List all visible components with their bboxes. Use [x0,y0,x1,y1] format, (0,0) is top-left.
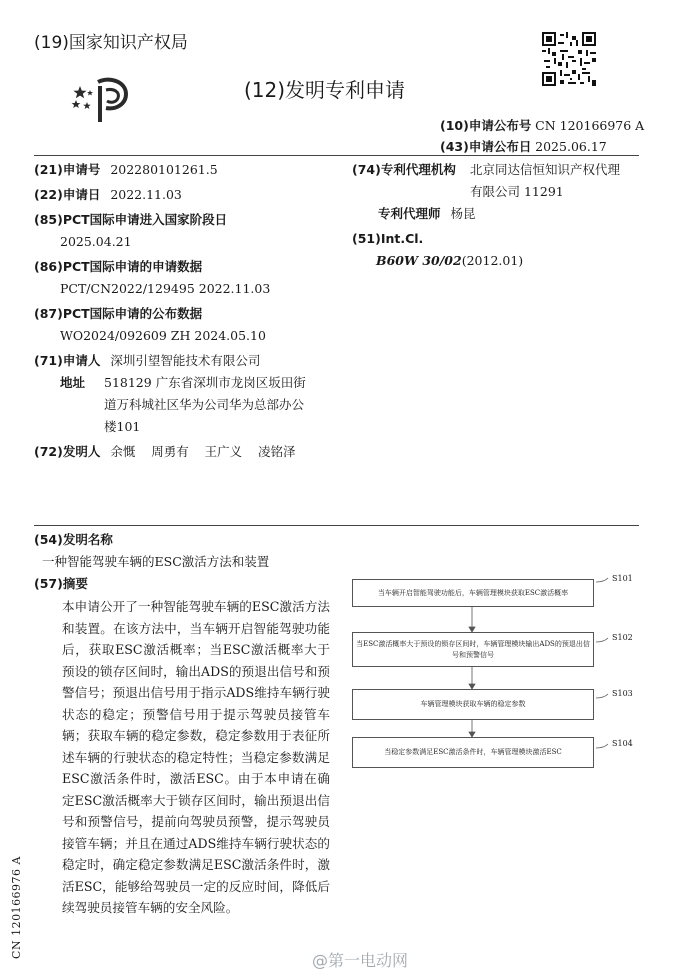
publication-number-value: CN 120166976 A [535,118,645,133]
cnipa-logo [70,72,136,124]
flow-step-label: S102 [612,633,633,642]
address-line: 道万科城社区华为公司华为总部办公 [104,397,305,412]
mid-divider [34,525,639,526]
flow-step-box: 车辆管理模块获取车辆的稳定参数 [352,689,594,720]
application-date [34,184,344,206]
invention-title [34,529,354,595]
patent-office-name: (19)国家知识产权局 [34,33,188,53]
abstract-text: 本申请公开了一种智能驾驶车辆的ESC激活方法和装置。在该方法中，当车辆开启智能驾驶功能后，获取ESC激活概率；当ESC激活概率大于预设的锁存区间时，输出ADS的预退出信号和预警信号；预退出信号用于指示ADS维持车辆行驶状态的稳定；预警信号用于提示驾驶员接管车辆；获取车辆的稳定参数，稳定参数用于表征所述车辆的行驶状态的稳定特性；当稳定参数满足ESC激活条件时，激活ESC。由于本申请在确定ESC激活概率大于锁存区间时，输出预退出信号和预警信号，提前向驾驶员预警，提示驾驶员接管车辆；并且在通过ADS维持车辆行驶状态的稳定时，确定稳定参数满足ESC激活条件时，激活ESC，能够给驾驶员一定的反应时间，降低后续驾驶员接管车辆的安全风险。 [62,599,330,915]
int-cl-value [376,250,652,272]
publication-date-label: (43)申请公布日 [440,139,532,154]
flow-step-label: S103 [612,689,633,698]
int-cl [352,228,652,272]
watermark: @第一电动网 [312,951,409,970]
pct-application-label: (86)PCT国际申请的申请数据 [34,259,203,274]
publication-date-value: 2025.06.17 [535,139,607,154]
application-number [34,159,344,181]
int-cl-code: B60W 30/02 [376,253,462,268]
pct-publication-value: WO2024/092609 ZH 2024.05.10 [60,328,266,343]
address-value [104,372,306,438]
address-label: 地址 [60,375,86,390]
patent-agent-value: 杨昆 [450,206,476,221]
int-cl-label: (51)Int.Cl. [352,231,424,246]
address-line: 518129 广东省深圳市龙岗区坂田街 [104,375,306,390]
abstract-label: (57)摘要 [34,576,88,591]
flow-step-label: S104 [612,739,633,748]
applicant-value: 深圳引望智能技术有限公司 [110,353,261,368]
patent-agency-line: 有限公司 11291 [470,184,564,199]
application-date-value: 2022.11.03 [110,187,182,202]
pct-publication [34,303,344,347]
address [34,372,344,438]
pct-application [34,256,344,300]
invention-title-label: (54)发明名称 [34,532,113,547]
applicant-label: (71)申请人 [34,353,101,368]
flow-step-box: 当稳定参数满足ESC激活条件时，车辆管理模块激活ESC [352,737,594,768]
patent-agency-value [470,159,620,203]
pct-entry-value: 2025.04.21 [60,234,132,249]
inventors-value: 余慨 周勇有 王广义 凌铭泽 [110,444,296,459]
pct-entry-label: (85)PCT国际申请进入国家阶段日 [34,212,228,227]
side-publication-number: CN 120166976 A [10,856,23,959]
application-date-label: (22)申请日 [34,187,101,202]
flowchart [350,572,640,782]
applicant [34,350,344,372]
invention-title-value: 一种智能驾驶车辆的ESC激活方法和装置 [42,554,270,569]
patent-agency [352,159,652,203]
patent-agency-line: 北京同达信恒知识产权代理 [470,162,621,177]
bibliographic-right [352,159,652,272]
qr-code [542,32,596,86]
flow-step-box: 当车辆开启智能驾驶功能后，车辆管理模块获取ESC激活概率 [352,579,594,607]
bibliographic-left [34,159,344,463]
header-divider [34,155,639,156]
publication-number [440,116,644,134]
application-number-value: 202280101261.5 [110,162,218,177]
application-number-label: (21)申请号 [34,162,101,177]
flow-step-box: 当ESC激活概率大于预设的锁存区间时，车辆管理模块输出ADS的预退出信号和预警信号 [352,632,594,667]
pct-publication-label: (87)PCT国际申请的公布数据 [34,306,203,321]
publication-number-label: (10)申请公布号 [440,118,532,133]
patent-agent [352,203,652,225]
patent-agency-label: (74)专利代理机构 [352,162,456,177]
inventors-label: (72)发明人 [34,444,101,459]
patent-agent-label: 专利代理师 [378,206,441,221]
address-line: 楼101 [104,419,141,434]
pct-entry [34,209,344,253]
pct-application-value: PCT/CN2022/129495 2022.11.03 [60,281,271,296]
flow-step-label: S101 [612,574,633,583]
int-cl-year: (2012.01) [461,253,524,268]
publication-date [440,137,607,155]
document-type-title: (12)发明专利申请 [244,78,406,102]
inventors [34,441,344,463]
